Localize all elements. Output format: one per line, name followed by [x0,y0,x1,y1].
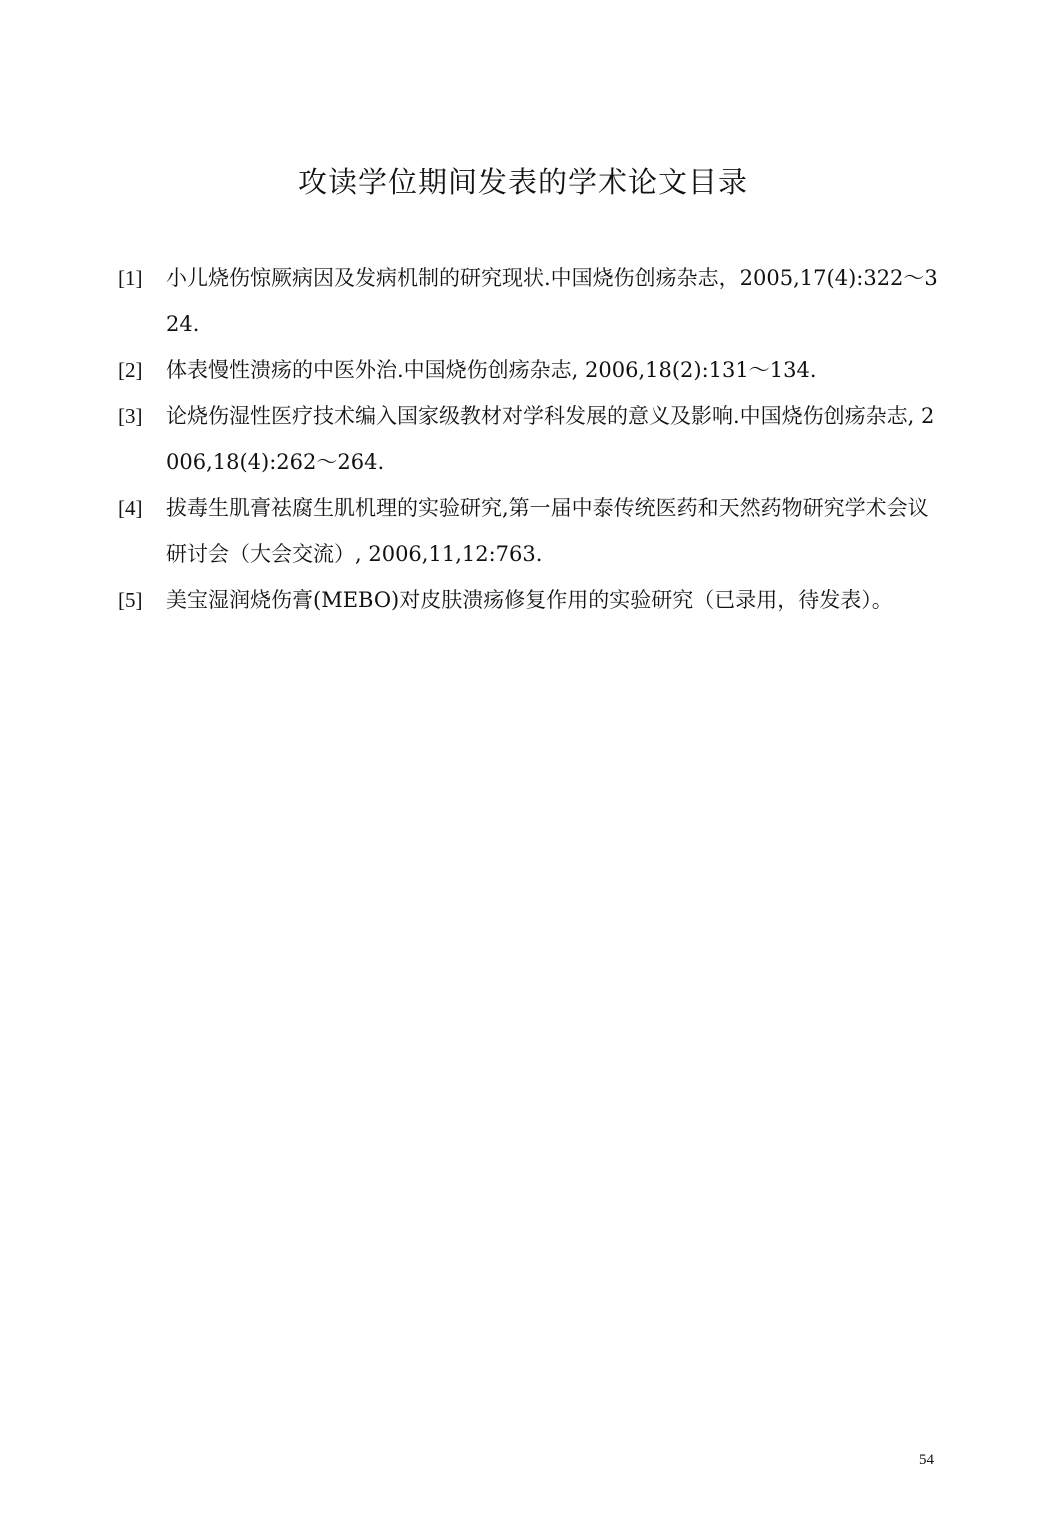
reference-item-3 [118,393,946,485]
reference-number: [3] [118,404,143,428]
reference-text: 小儿烧伤惊厥病因及发病机制的研究现状.中国烧伤创疡杂志，2005,17(4):322～324. [166,266,938,336]
reference-number: [5] [118,588,143,612]
reference-text: 论烧伤湿性医疗技术编入国家级教材对学科发展的意义及影响.中国烧伤创疡杂志, 2006,18(4):262～264. [166,404,935,474]
reference-text: 拔毒生肌膏祛腐生肌机理的实验研究,第一届中泰传统医药和天然药物研究学术会议研讨会（大会交流）, 2006,11,12:763. [166,496,929,566]
page-number: 54 [919,1452,934,1468]
reference-text: 美宝湿润烧伤膏(MEBO)对皮肤溃疡修复作用的实验研究（已录用，待发表）。 [166,588,893,612]
reference-text: 体表慢性溃疡的中医外治.中国烧伤创疡杂志, 2006,18(2):131～134. [166,358,817,382]
reference-number: [2] [118,358,143,382]
reference-item-1 [118,255,946,347]
page-title: 攻读学位期间发表的学术论文目录 [297,165,748,199]
reference-item-5 [118,577,946,623]
reference-item-2 [118,347,946,393]
reference-number: [4] [118,496,143,520]
reference-item-4 [118,485,946,577]
reference-number: [1] [118,266,143,290]
reference-list [118,255,946,623]
